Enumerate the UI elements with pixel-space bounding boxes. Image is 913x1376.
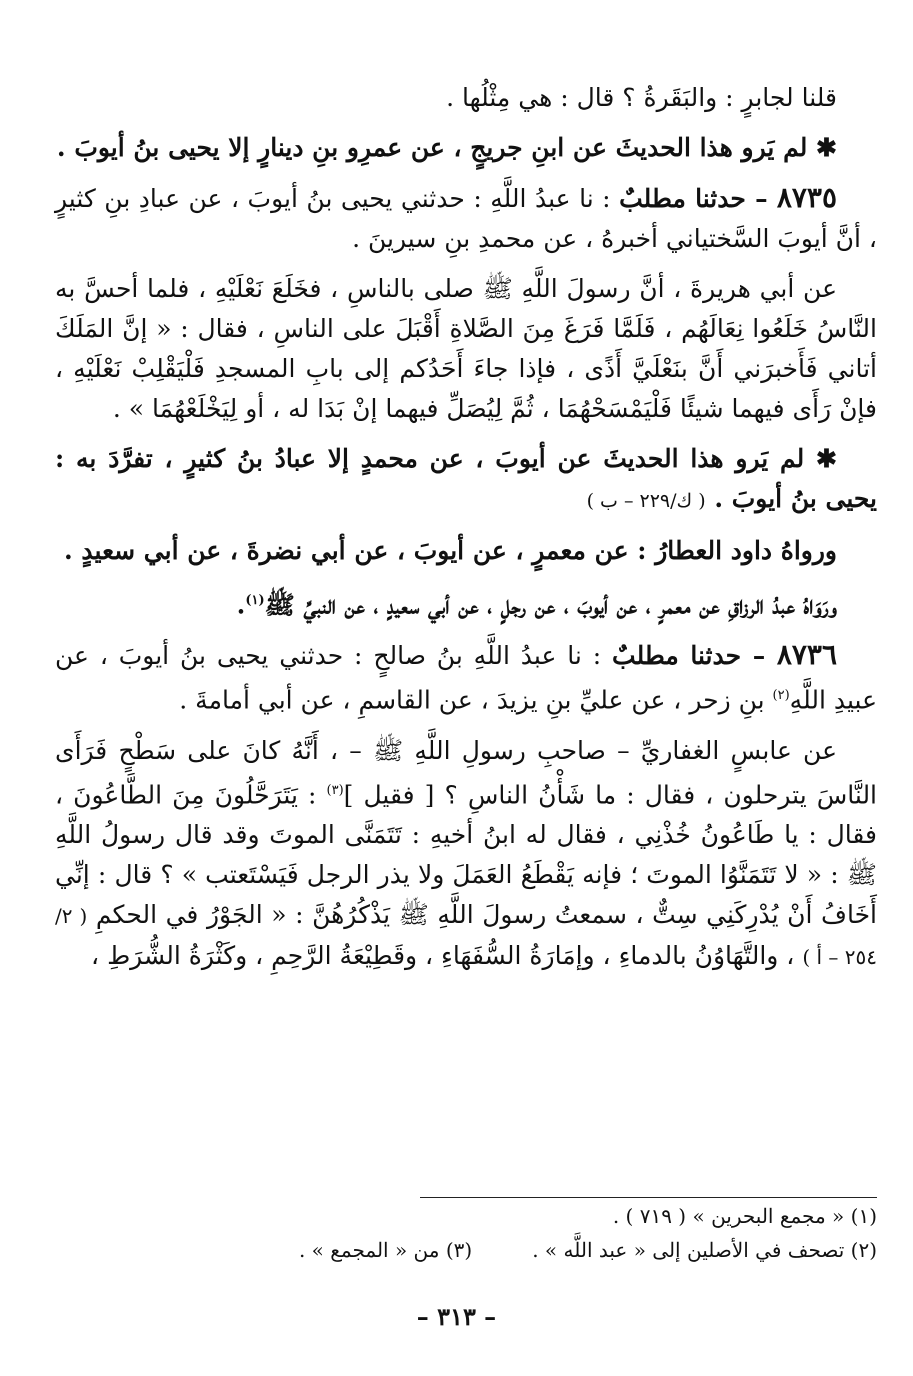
hadith-number: ٨٧٣٦: [776, 638, 837, 672]
footnote-2: (٢) تصحف في الأصلين إلى « عبد اللَّه » .: [532, 1238, 877, 1262]
footnote-ref-3: (٣): [326, 782, 344, 798]
hadith-8735: ٨٧٣٥ – حدثنا مطلبٌ : نا عبدُ اللَّهِ : حدثني يحيى بنُ أيوبَ ، عن عبادِ بنِ كثيرٍ ، أنَّ أيوبَ السَّختياني أخبرهُ ، عن محمدِ بنِ سيرينَ .: [55, 181, 877, 253]
footnotes: [55, 1199, 877, 1267]
paragraph-5-note: ✱ لم يَرو هذا الحديثَ عن أيوبَ ، عن محمدٍ إلا عبادُ بنُ كثيرٍ ، تفرَّدَ به : يحيى بنُ أيوبَ . ( ك/٢٢٩ – ب ): [55, 444, 877, 513]
manuscript-ref: ( ك/٢٢٩ – ب ): [586, 490, 706, 512]
paragraph-1: قلنا لجابرٍ : والبَقَرةُ ؟ قال : هي مِثْلُها .: [446, 83, 837, 112]
footnote-3: (٣) من « المجمع » .: [298, 1238, 473, 1262]
footnote-1: (١) « مجمع البحرين » ( ٧١٩ ) .: [612, 1204, 877, 1228]
page-body: [55, 78, 877, 987]
page-number: – ٣١٣ –: [416, 1302, 497, 1331]
hadith-number: ٨٧٣٥: [776, 181, 837, 214]
footnote-ref-2: (٢): [772, 688, 790, 704]
paragraph-6: ورواهُ داود العطارُ : عن معمرٍ ، عن أيوبَ ، عن أبي نضرةَ ، عن أبي سعيدٍ .: [64, 536, 837, 565]
footnote-separator: [420, 1197, 877, 1198]
manuscript-ref: ( ٢/ ٢٥٤ – أ ): [55, 903, 877, 969]
paragraph-4: عن أبي هريرةَ ، أنَّ رسولَ اللَّهِ ﷺ صلى بالناسِ ، فخَلَعَ نَعْلَيْهِ ، فلما أحسَّ به النَّاسُ خَلَعُوا نِعَالَهُم ، فَلَمَّا فَرَغَ مِنَ الصَّلاةِ أَقْبَلَ على الناسِ ، فقال : « إنَّ المَلَكَ أتاني فَأَخبرَني أَنَّ بنَعْلَيَّ أَذًى ، فإذا جاءَ أَحَدُكم إلى بابِ المسجدِ فَلْيَقْلِبْ نَعْلَيْهِ ، فإنْ رَأَى فيهما شيئًا فَلْيَمْسَحْهُمَا ، ثُمَّ لِيُصَلِّ فيهما إنْ بَدَا له ، أو لِيَخْلَعْهُمَا » .: [55, 274, 877, 423]
paragraph-7: ورَوَاهُ عبدُ الرزاقِ عن معمرٍ ، عن أيوبَ ، عن رجلٍ ، عن أبي سعيدٍ ، عن النبيِّ ﷺ$^{(١)}$.: [236, 590, 837, 620]
paragraph-9: عن عابسٍ الغفاريِّ – صاحبِ رسولِ اللَّهِ ﷺ – ، أَنَّهُ كانَ على سَطْحٍ فَرَأَى النَّاسَ يترحلون ، فقال : ما شَأْنُ الناسِ ؟ [ فقيل ]$^{(٣)}$ : يَتَرَحَّلُونَ مِنَ الطَّاعُونَ ، فقال : يا طَاعُونُ خُذْنِي ، فقال له ابنُ أخيهِ : تَتَمَنَّى الموتَ وقد قال رسولُ اللَّهِ ﷺ : « لا تَتَمَنَّوُا الموتَ ؛ فإنه يَقْطَعُ العَمَلَ ولا يذر الرجل فَيَسْتَعتب » ؟ قال : إنِّي أَخَافُ أَنْ يُدْرِكَنِي سِتٌّ ، سمعتُ رسولَ اللَّهِ ﷺ يَذْكُرُهُنَّ : « الجَوْرُ في الحكمِ ( ٢/ ٢٥٤ – أ ) ، والتَّهَاوُنُ بالدماءِ ، وإمَارَةُ السُّفَهَاءِ ، وقَطِيْعَةُ الرَّحِمِ ، وكَثْرَةُ الشُّرَطِ ،: [55, 735, 878, 970]
footnote-ref-1: (١): [245, 593, 265, 608]
footnote-2-3: [55, 1233, 877, 1267]
paragraph-2-note: ✱ لم يَرو هذا الحديثَ عن ابنِ جريجٍ ، عن عمرِو بنِ دينارٍ إلا يحيى بنُ أيوبَ .: [56, 133, 837, 162]
hadith-8736: ٨٧٣٦ – حدثنا مطلبٌ : نا عبدُ اللَّهِ بنُ صالحٍ : حدثني يحيى بنُ أيوبَ ، عن عبيدِ اللَّهِ$^{(٢)}$ بنِ زحر ، عن عليِّ بنِ يزيدَ ، عن القاسمِ ، عن أبي أمامةَ .: [55, 638, 877, 715]
